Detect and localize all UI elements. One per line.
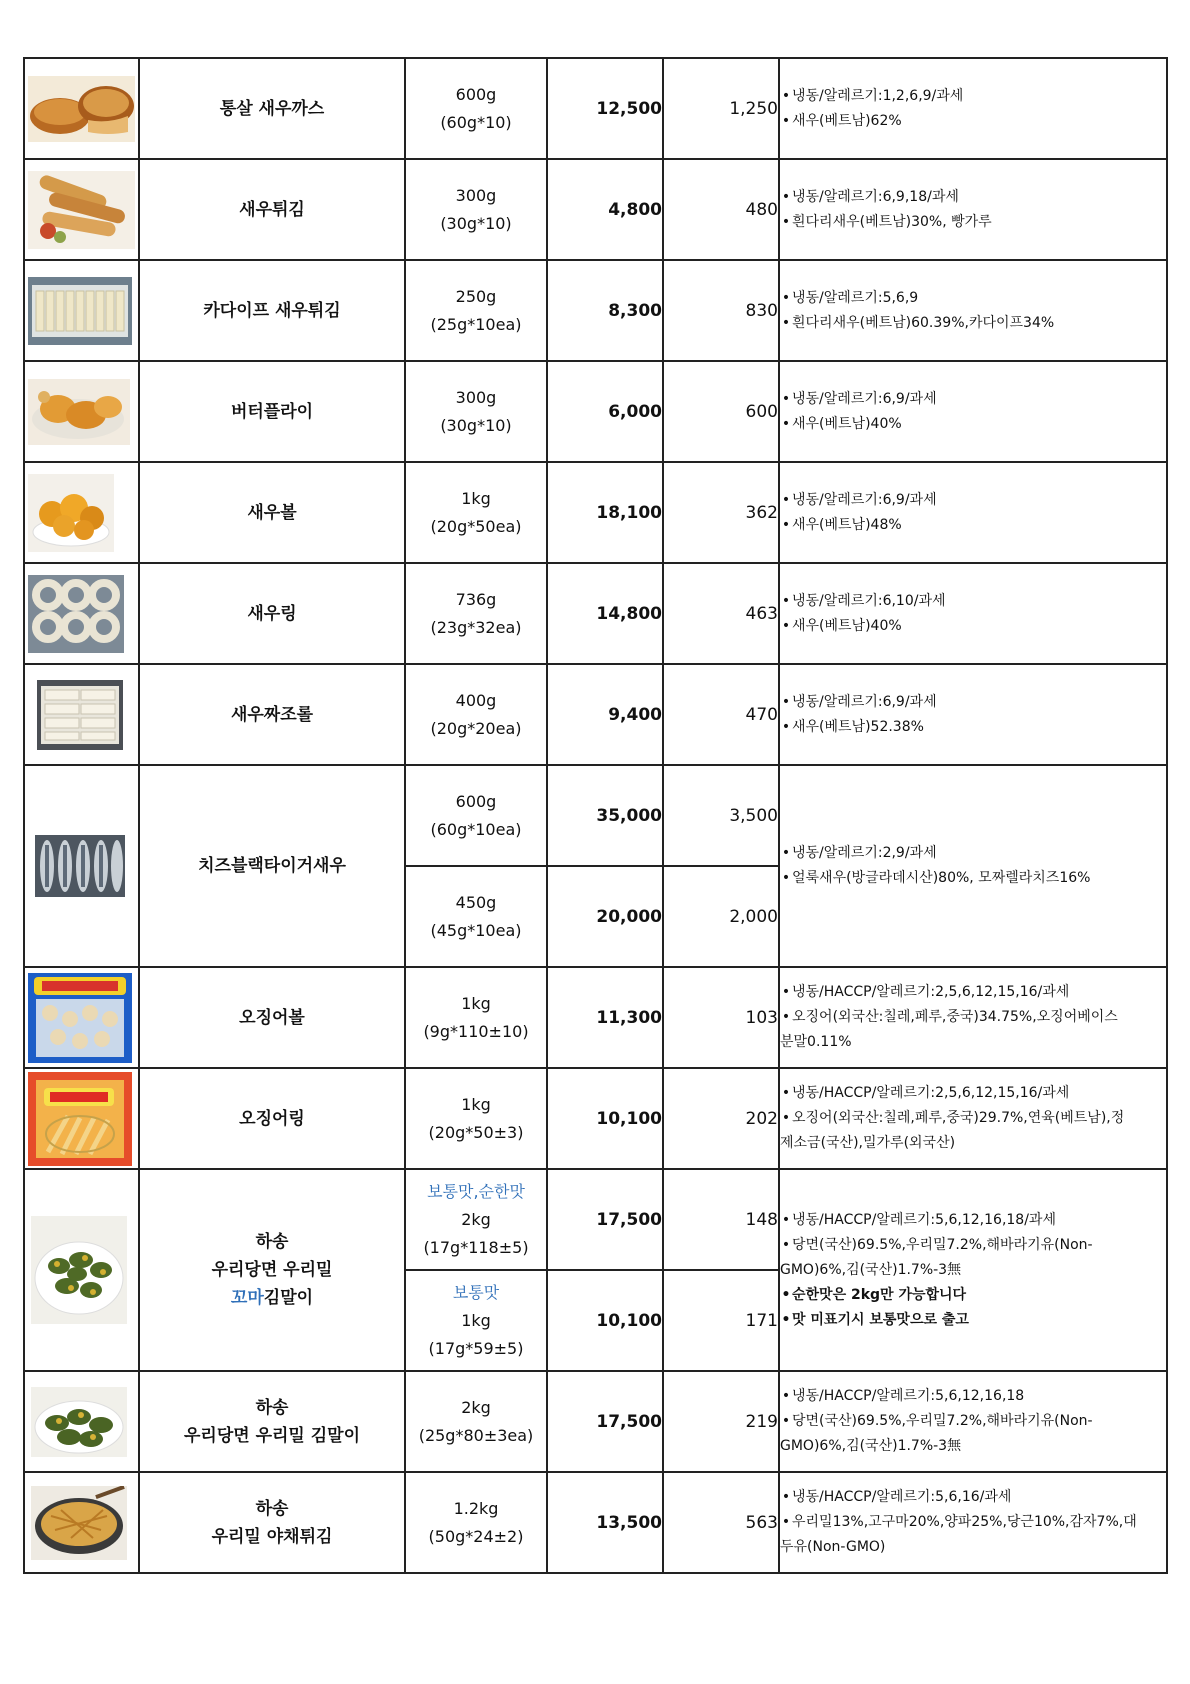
price: 13,500 <box>547 1472 663 1573</box>
product-name-line: 우리당면 우리밀 <box>211 1260 333 1280</box>
unit-price: 563 <box>663 1472 779 1573</box>
note-line-important: • 순한맛은 2kg만 가능합니다 <box>781 1286 967 1303</box>
product-name-line: 꼬마김말이 <box>230 1288 314 1308</box>
note-line: • 새우(베트남)48% <box>781 516 902 533</box>
note-line: • 냉동/HACCP/알레르기:2,5,6,12,15,16/과세 <box>781 984 1070 1000</box>
price: 20,000 <box>547 866 663 967</box>
product-notes <box>779 1371 1167 1472</box>
table-row <box>24 1169 1167 1270</box>
product-notes <box>779 967 1167 1068</box>
net-weight: 300g <box>455 185 497 205</box>
vegetable-fritter-photo <box>31 1486 127 1560</box>
net-weight: 450g <box>455 892 497 912</box>
quantity <box>405 1169 547 1270</box>
squid-ball-package-photo <box>28 973 132 1063</box>
price: 14,800 <box>547 563 663 664</box>
note-line: • 냉동/알레르기:6,9/과세 <box>781 491 937 508</box>
table-row <box>24 765 1167 866</box>
price: 9,400 <box>547 664 663 765</box>
product-notes <box>779 1472 1167 1573</box>
net-weight: 400g <box>455 690 497 710</box>
product-name: 새우짜조롤 <box>139 664 405 765</box>
shrimp-cutlet-photo <box>28 76 135 142</box>
note-line: • 우리밀13%,고구마20%,양파25%,당근10%,감자7%,대 <box>781 1514 1137 1530</box>
price: 17,500 <box>547 1371 663 1472</box>
quantity <box>405 563 547 664</box>
product-photo-cell <box>24 1068 139 1169</box>
pack-size: (45g*10ea) <box>430 920 522 940</box>
shrimp-ball-photo <box>28 474 114 552</box>
note-line: • 냉동/HACCP/알레르기:2,5,6,12,15,16/과세 <box>781 1085 1070 1101</box>
note-line: • 냉동/HACCP/알레르기:5,6,12,16,18 <box>781 1388 1025 1404</box>
table-row <box>24 159 1167 260</box>
product-name: 오징어링 <box>139 1068 405 1169</box>
note-line: • 새우(베트남)62% <box>781 112 902 129</box>
unit-price: 2,000 <box>663 866 779 967</box>
unit-price: 600 <box>663 361 779 462</box>
unit-price: 362 <box>663 462 779 563</box>
cheese-tiger-shrimp-photo <box>35 835 125 897</box>
quantity <box>405 1270 547 1371</box>
note-line-continued: 두유(Non-GMO) <box>780 1539 886 1555</box>
mini-highlight: 꼬마 <box>230 1288 264 1308</box>
note-line: • 냉동/알레르기:5,6,9 <box>781 289 919 306</box>
squid-ring-package-photo <box>28 1072 132 1166</box>
note-line: • 얼룩새우(방글라데시산)80%, 모짜렐라치즈16% <box>781 870 1091 886</box>
product-name: 치즈블랙타이거새우 <box>139 765 405 967</box>
product-name-line: 우리밀 야채튀김 <box>211 1526 333 1547</box>
product-name: 오징어볼 <box>139 967 405 1068</box>
unit-price: 148 <box>663 1169 779 1270</box>
pack-size: (17g*118±5) <box>423 1237 529 1257</box>
note-line: • 흰다리새우(베트남)60.39%,카다이프34% <box>781 314 1055 331</box>
note-line-continued: GMO)6%,김(국산)1.7%-3無 <box>780 1261 962 1278</box>
product-photo-cell <box>24 563 139 664</box>
note-line-important: • 맛 미표기시 보통맛으로 출고 <box>781 1311 969 1328</box>
product-name: 카다이프 새우튀김 <box>139 260 405 361</box>
unit-price: 202 <box>663 1068 779 1169</box>
quantity <box>405 260 547 361</box>
price: 10,100 <box>547 1270 663 1371</box>
product-photo-cell <box>24 1371 139 1472</box>
net-weight: 600g <box>455 791 497 811</box>
table-row <box>24 58 1167 159</box>
product-notes <box>779 58 1167 159</box>
note-line: • 냉동/알레르기:6,9/과세 <box>781 693 937 710</box>
product-photo-cell <box>24 1169 139 1371</box>
quantity <box>405 159 547 260</box>
pack-size: (9g*110±10) <box>423 1021 529 1041</box>
table-row <box>24 260 1167 361</box>
price: 8,300 <box>547 260 663 361</box>
product-photo-cell <box>24 462 139 563</box>
pack-size: (20g*20ea) <box>430 718 522 738</box>
fried-shrimp-photo <box>28 171 135 249</box>
note-line: • 냉동/알레르기:6,9/과세 <box>781 390 937 407</box>
flavor-option: 보통맛,순한맛 <box>427 1181 525 1201</box>
net-weight: 1.2kg <box>453 1498 499 1518</box>
product-price-table <box>23 57 1168 1574</box>
quantity <box>405 765 547 866</box>
note-line: • 흰다리새우(베트남)30%, 빵가루 <box>781 213 992 230</box>
product-notes <box>779 765 1167 967</box>
seaweed-roll-photo <box>31 1387 127 1457</box>
net-weight: 1kg <box>461 488 491 508</box>
quantity <box>405 866 547 967</box>
note-line: • 냉동/알레르기:6,9,18/과세 <box>781 188 959 205</box>
pack-size: (50g*24±2) <box>428 1526 524 1546</box>
mini-seaweed-roll-photo <box>31 1216 127 1324</box>
pack-size: (60g*10ea) <box>430 819 522 839</box>
price: 18,100 <box>547 462 663 563</box>
product-photo-cell <box>24 58 139 159</box>
note-line: • 새우(베트남)40% <box>781 617 902 634</box>
unit-price: 463 <box>663 563 779 664</box>
product-name <box>139 1371 405 1472</box>
quantity <box>405 967 547 1068</box>
net-weight: 2kg <box>461 1209 491 1229</box>
price: 35,000 <box>547 765 663 866</box>
product-notes <box>779 260 1167 361</box>
shrimp-spring-roll-photo <box>37 680 133 750</box>
product-notes <box>779 1169 1167 1371</box>
product-notes <box>779 159 1167 260</box>
price: 12,500 <box>547 58 663 159</box>
brand-name: 하송 <box>255 1498 289 1519</box>
table-row <box>24 1371 1167 1472</box>
product-notes <box>779 1068 1167 1169</box>
quantity <box>405 58 547 159</box>
pack-size: (60g*10) <box>440 112 512 132</box>
net-weight: 2kg <box>461 1397 491 1417</box>
note-line: • 냉동/알레르기:2,9/과세 <box>781 845 937 861</box>
pack-size: (17g*59±5) <box>428 1338 524 1358</box>
unit-price: 219 <box>663 1371 779 1472</box>
kadaif-shrimp-photo <box>28 277 132 345</box>
table-row <box>24 563 1167 664</box>
price: 10,100 <box>547 1068 663 1169</box>
product-photo-cell <box>24 260 139 361</box>
price: 17,500 <box>547 1169 663 1270</box>
pack-size: (30g*10) <box>440 213 512 233</box>
product-photo-cell <box>24 159 139 260</box>
note-line-continued: 제소금(국산),밀가루(외국산) <box>780 1135 956 1151</box>
note-line-continued: 분말0.11% <box>780 1034 852 1050</box>
note-line: • 오징어(외국산:칠레,페루,중국)29.7%,연육(베트남),정 <box>781 1110 1125 1126</box>
note-line: • 냉동/HACCP/알레르기:5,6,16/과세 <box>781 1489 1012 1505</box>
net-weight: 1kg <box>461 1310 491 1330</box>
pack-size: (20g*50±3) <box>428 1122 524 1142</box>
product-photo-cell <box>24 967 139 1068</box>
note-line: • 당면(국산)69.5%,우리밀7.2%,해바라기유(Non- <box>781 1236 1093 1253</box>
product-name: 새우링 <box>139 563 405 664</box>
pack-size: (23g*32ea) <box>430 617 522 637</box>
product-photo-cell <box>24 1472 139 1573</box>
brand-name: 하송 <box>255 1397 289 1418</box>
product-name <box>139 1472 405 1573</box>
unit-price: 103 <box>663 967 779 1068</box>
product-name: 버터플라이 <box>139 361 405 462</box>
product-photo-cell <box>24 664 139 765</box>
table-row <box>24 967 1167 1068</box>
note-line: • 새우(베트남)52.38% <box>781 718 924 735</box>
product-name: 새우볼 <box>139 462 405 563</box>
quantity <box>405 1371 547 1472</box>
product-notes <box>779 361 1167 462</box>
net-weight: 300g <box>455 387 497 407</box>
note-line: • 새우(베트남)40% <box>781 415 902 432</box>
quantity <box>405 361 547 462</box>
unit-price: 470 <box>663 664 779 765</box>
unit-price: 1,250 <box>663 58 779 159</box>
quantity <box>405 462 547 563</box>
product-photo-cell <box>24 765 139 967</box>
brand-name: 하송 <box>255 1232 289 1252</box>
note-line: • 냉동/알레르기:6,10/과세 <box>781 592 946 609</box>
pack-size: (25g*10ea) <box>430 314 522 334</box>
unit-price: 480 <box>663 159 779 260</box>
product-notes <box>779 462 1167 563</box>
price: 6,000 <box>547 361 663 462</box>
note-line: • 냉동/알레르기:1,2,6,9/과세 <box>781 87 964 104</box>
net-weight: 600g <box>455 84 497 104</box>
pack-size: (20g*50ea) <box>430 516 522 536</box>
product-name: 통살 새우까스 <box>139 58 405 159</box>
net-weight: 1kg <box>461 1094 491 1114</box>
price: 4,800 <box>547 159 663 260</box>
shrimp-ring-photo <box>28 575 124 653</box>
product-notes <box>779 664 1167 765</box>
table-row <box>24 361 1167 462</box>
quantity <box>405 1068 547 1169</box>
butterfly-shrimp-photo <box>28 379 130 445</box>
quantity <box>405 1472 547 1573</box>
unit-price: 3,500 <box>663 765 779 866</box>
product-name <box>139 1169 405 1371</box>
quantity <box>405 664 547 765</box>
pack-size: (25g*80±3ea) <box>418 1425 534 1445</box>
note-line: • 오징어(외국산:칠레,페루,중국)34.75%,오징어베이스 <box>781 1009 1118 1025</box>
price: 11,300 <box>547 967 663 1068</box>
table-row <box>24 1068 1167 1169</box>
unit-price: 171 <box>663 1270 779 1371</box>
net-weight: 250g <box>455 286 497 306</box>
table-row <box>24 462 1167 563</box>
table-row <box>24 1472 1167 1573</box>
note-line-continued: GMO)6%,김(국산)1.7%-3無 <box>780 1438 962 1454</box>
unit-price: 830 <box>663 260 779 361</box>
product-photo-cell <box>24 361 139 462</box>
pack-size: (30g*10) <box>440 415 512 435</box>
product-notes <box>779 563 1167 664</box>
net-weight: 736g <box>455 589 497 609</box>
flavor-option: 보통맛 <box>452 1282 500 1302</box>
note-line: • 냉동/HACCP/알레르기:5,6,12,16,18/과세 <box>781 1211 1056 1228</box>
note-line: • 당면(국산)69.5%,우리밀7.2%,해바라기유(Non- <box>781 1413 1093 1429</box>
product-name: 새우튀김 <box>139 159 405 260</box>
net-weight: 1kg <box>461 993 491 1013</box>
product-name-line: 우리당면 우리밀 김말이 <box>183 1425 361 1446</box>
table-row <box>24 664 1167 765</box>
